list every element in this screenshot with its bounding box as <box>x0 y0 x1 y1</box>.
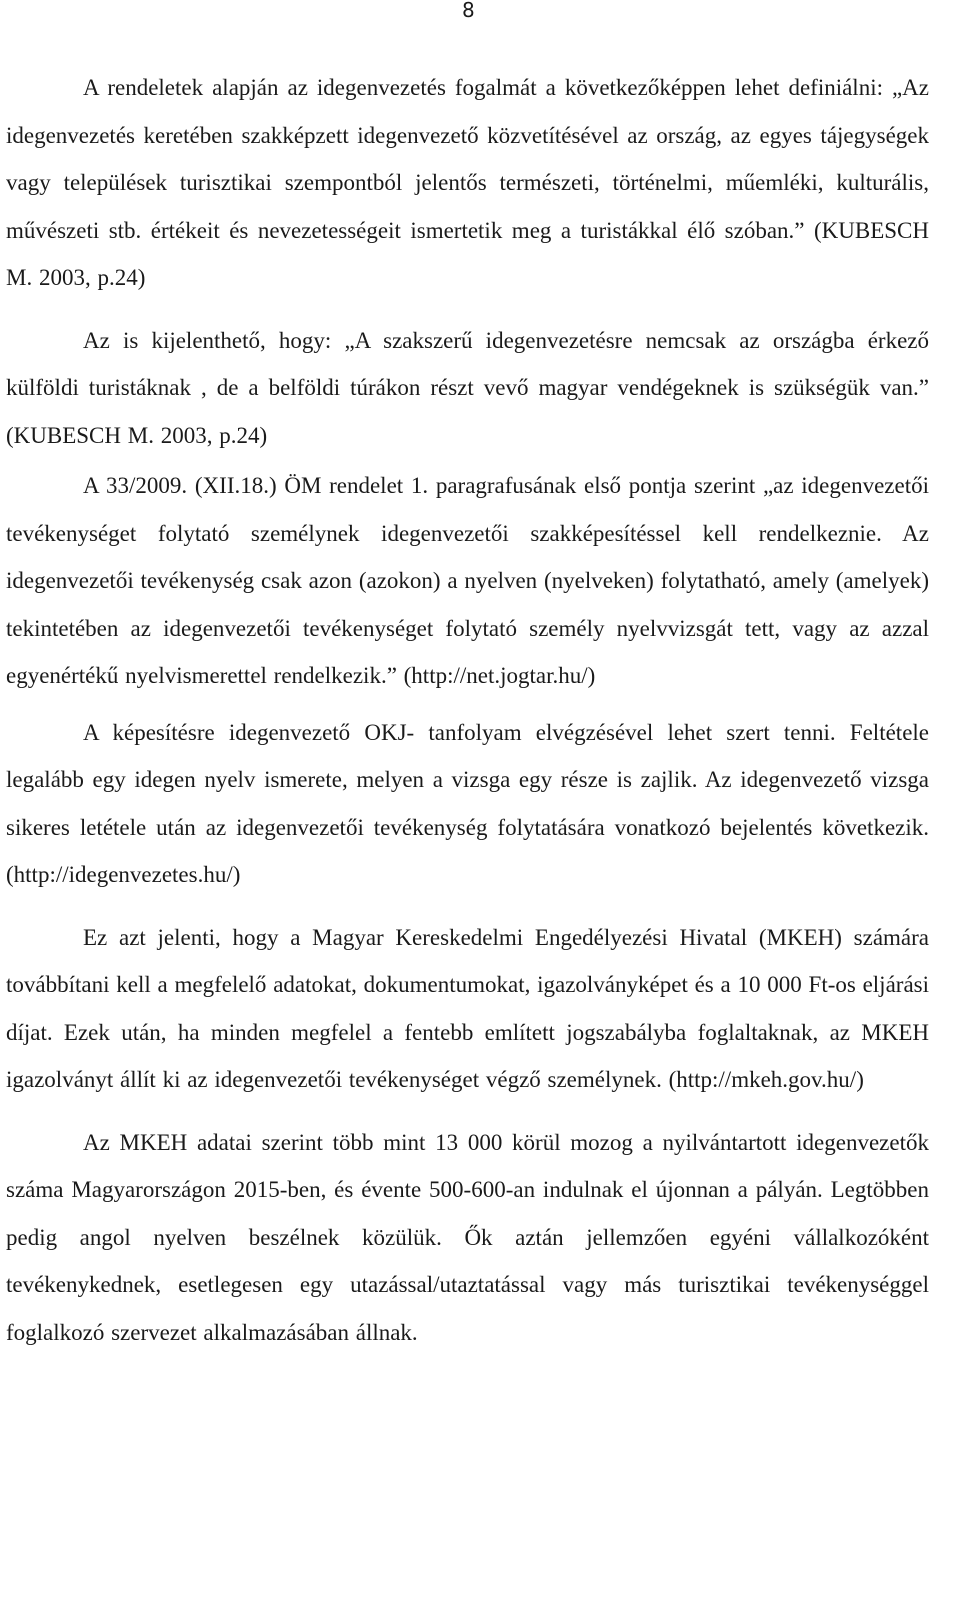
paragraph-statistics: Az MKEH adatai szerint több mint 13 000 körül mozog a nyilvántartott idegenvezetők száma Magyarországon 2015-ben, és évente 500-600-an indulnak el újonnan a pályán. Legtöbben pedig angol nyelven beszélnek közülük. Ők aztán jellemzően egyéni vállalkozóként tevékenykednek, esetlegesen egy utazással/utaztatással vagy más turisztikai tevékenységgel foglalkozó szervezet alkalmazásában állnak. <box>6 1129 929 1345</box>
paragraph-mkeh-process: Ez azt jelenti, hogy a Magyar Kereskedelmi Engedélyezési Hivatal (MKEH) számára továbbítani kell a megfelelő adatokat, dokumentumokat, igazolványképet és a 10 000 Ft-os eljárási díjat. Ezek után, ha minden megfelel a fentebb említett jogszabályba foglaltaknak, az MKEH igazolványt állít ki az idegenvezetői tevékenységet végző személynek. (http://mkeh.gov.hu/) <box>6 924 929 1092</box>
paragraph-qualification: A képesítésre idegenvezető OKJ- tanfolyam elvégzésével lehet szert tenni. Feltétele legalább egy idegen nyelv ismerete, melyen a vizsga egy része is zajlik. Az idegenvezető vizsga sikeres letétele után az idegenvezetői tevékenység folytatására vonatkozó bejelentés következik. (http://idegenvezetes.hu/) <box>6 719 929 887</box>
paragraph-definition: A rendeletek alapján az idegenvezetés fogalmát a következőképpen lehet definiálni: „Az idegenvezetés keretében szakképzett idegenvezető közvetítésével az ország, az egyes tájegységek vagy települések turisztikai szempontból jelentős természeti, történelmi, műemléki, kulturális, művészeti stb. értékeit és nevezetességeit ismertetik meg a turistákkal élő szóban.” (KUBESCH M. 2003, p.24) <box>6 75 929 290</box>
paragraph-regulation: A 33/2009. (XII.18.) ÖM rendelet 1. paragrafusának első pontja szerint „az idegenvezetői tevékenységet folytató személynek idegenvezetői szakképesítéssel kell rendelkeznie. Az idegenvezetői tevékenység csak azon (azokon) a nyelven (nyelveken) folytatható, amely (amelyek) tekintetében az idegenvezetői tevékenységet folytató személy nyelvvizsgát tett, vagy az azzal egyenértékű nyelvismerettel rendelkezik.” (http://net.jogtar.hu/) <box>6 473 929 688</box>
paragraph-statement: Az is kijelenthető, hogy: „A szakszerű idegenvezetésre nemcsak az országba érkező külföldi turistáknak , de a belföldi túrákon részt vevő magyar vendégeknek is szükségük van.” (KUBESCH M. 2003, p.24) <box>6 327 929 448</box>
document-body <box>6 64 929 1356</box>
page-number: 8 <box>462 0 475 22</box>
